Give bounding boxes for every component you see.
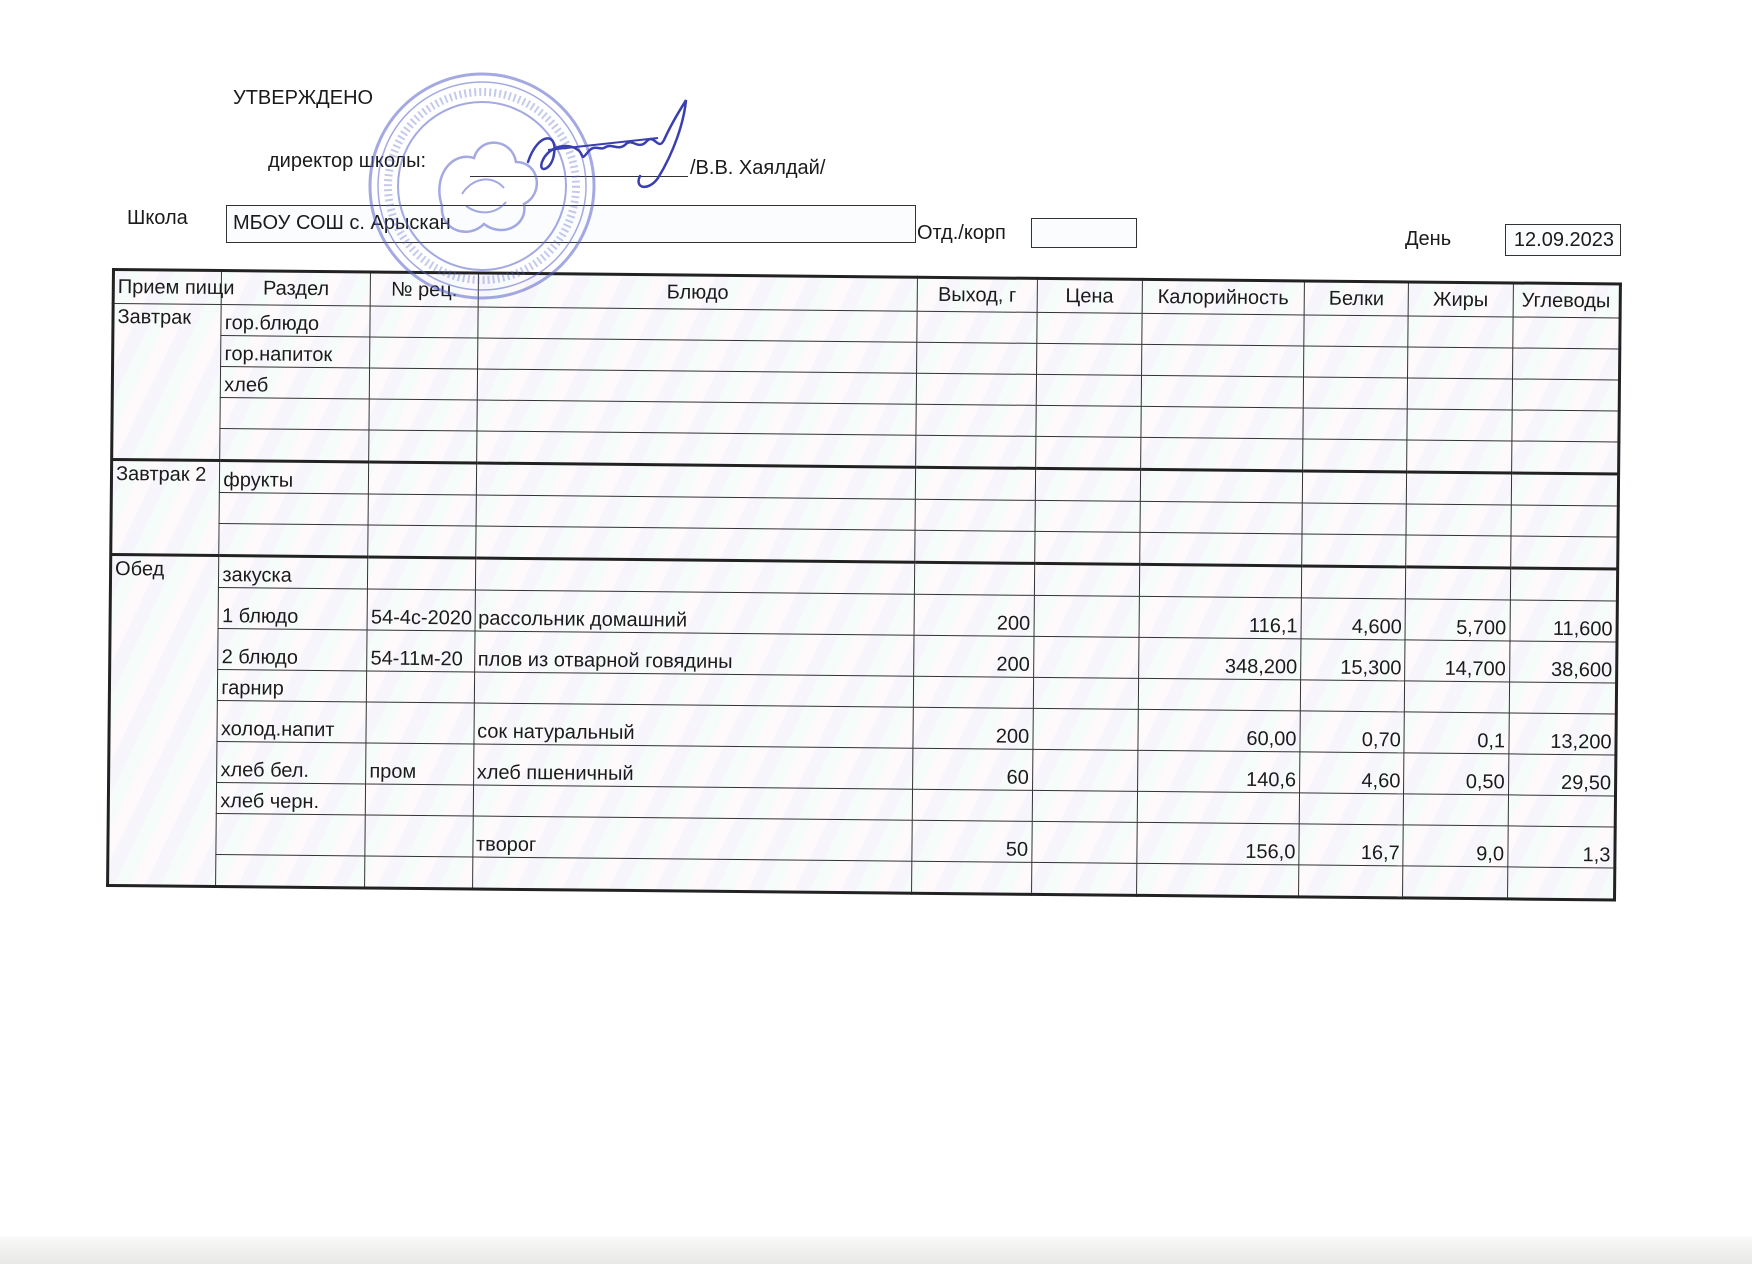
column-header: Цена — [1037, 278, 1143, 313]
table-cell — [1301, 566, 1406, 599]
column-header: Выход, г — [917, 277, 1037, 312]
table-cell: 14,700 — [1405, 640, 1510, 682]
table-cell: 13,200 — [1508, 713, 1616, 755]
table-cell: 2 блюдо — [218, 629, 367, 671]
table-cell — [1035, 500, 1141, 532]
table-cell — [369, 399, 477, 431]
column-header: Блюдо — [478, 273, 918, 311]
table-cell — [1033, 636, 1139, 678]
table-cell — [916, 373, 1036, 405]
dept-label: Отд./корп — [917, 222, 1006, 244]
table-cell — [1403, 794, 1508, 826]
table-cell: 116,1 — [1139, 596, 1301, 639]
table-cell — [1407, 378, 1512, 410]
table-cell — [1510, 536, 1618, 569]
column-header: Углеводы — [1513, 283, 1621, 318]
table-cell: 9,0 — [1403, 825, 1508, 867]
table-cell: 348,200 — [1139, 637, 1301, 680]
table-cell: 15,300 — [1301, 639, 1406, 681]
table-cell: творог — [472, 816, 912, 861]
table-cell — [1303, 346, 1408, 378]
table-cell: 0,50 — [1404, 753, 1509, 795]
table-cell — [1032, 790, 1138, 822]
table-cell — [1406, 535, 1511, 568]
meal-cell: Завтрак — [112, 304, 222, 461]
table-cell — [477, 369, 917, 404]
table-cell: пром — [366, 743, 474, 785]
table-cell: рассольник домашний — [475, 590, 915, 635]
school-name-field: МБОУ СОШ с. Арыскан — [226, 205, 916, 243]
table-cell — [1300, 680, 1405, 712]
day-label: День — [1405, 228, 1452, 250]
table-cell: 5,700 — [1405, 599, 1510, 641]
table-cell — [917, 342, 1037, 374]
menu-table — [106, 268, 1622, 901]
table-cell: холод.напит — [217, 701, 366, 743]
table-cell: 29,50 — [1508, 754, 1616, 796]
table-cell — [1408, 316, 1513, 348]
table-cell — [369, 368, 477, 400]
table-cell: 60,00 — [1138, 709, 1300, 752]
table-cell — [1032, 749, 1138, 791]
column-header: Белки — [1304, 281, 1409, 316]
table-cell — [1033, 677, 1139, 709]
school-label: Школа — [127, 207, 188, 229]
meal-cell: Завтрак 2 — [111, 460, 220, 556]
table-cell — [369, 462, 477, 495]
table-cell — [1036, 312, 1142, 344]
table-cell — [475, 526, 915, 562]
table-cell — [220, 429, 369, 462]
table-cell: 200 — [913, 707, 1033, 749]
table-cell — [1510, 568, 1618, 601]
table-cell — [476, 463, 916, 499]
table-cell — [365, 784, 473, 816]
table-cell: 4,600 — [1301, 598, 1406, 640]
table-cell — [916, 435, 1036, 468]
table-cell: плов из отварной говядины — [474, 631, 914, 676]
table-cell — [477, 307, 917, 342]
table-cell: 140,6 — [1137, 750, 1299, 793]
table-cell — [1302, 503, 1407, 535]
approved-heading: УТВЕРЖДЕНО — [233, 87, 374, 109]
table-cell — [216, 814, 365, 856]
table-cell — [1033, 708, 1139, 750]
table-cell — [912, 789, 1032, 821]
table-cell — [915, 499, 1035, 531]
column-header: Жиры — [1408, 282, 1513, 317]
table-cell — [1298, 865, 1403, 898]
table-cell: 54-11м-20 — [367, 630, 475, 672]
table-cell — [1508, 795, 1616, 827]
table-cell — [1511, 410, 1619, 442]
table-cell — [1142, 313, 1304, 346]
table-cell — [1403, 866, 1508, 899]
table-cell: 1 блюдо — [218, 588, 367, 630]
table-cell — [370, 306, 478, 338]
table-cell — [1407, 472, 1512, 505]
table-cell — [1140, 501, 1302, 534]
table-cell: хлеб бел. — [217, 742, 366, 784]
table-cell: 38,600 — [1509, 641, 1617, 683]
meal-cell: Обед — [108, 555, 220, 887]
table-cell: хлеб черн. — [217, 783, 366, 815]
table-cell — [1299, 793, 1404, 825]
table-cell: закуска — [219, 556, 368, 589]
table-cell — [219, 493, 368, 525]
table-cell — [477, 338, 917, 373]
table-cell — [1407, 409, 1512, 441]
table-cell — [1141, 344, 1303, 377]
table-cell: 200 — [914, 635, 1034, 677]
table-cell — [1406, 567, 1511, 600]
table-cell — [1140, 469, 1302, 503]
table-cell — [366, 702, 474, 744]
table-cell — [474, 672, 914, 707]
table-cell: гор.блюдо — [221, 305, 370, 337]
table-cell — [1141, 406, 1303, 439]
table-cell — [1141, 375, 1303, 408]
table-cell — [1031, 821, 1137, 863]
table-cell — [1302, 471, 1407, 504]
table-cell — [368, 557, 476, 590]
table-cell — [915, 530, 1035, 563]
column-header: Раздел — [222, 271, 371, 306]
table-cell — [220, 398, 369, 430]
table-cell — [1303, 377, 1408, 409]
table-cell — [1302, 534, 1407, 567]
column-header: № рец. — [370, 272, 478, 307]
table-cell — [1140, 532, 1302, 566]
table-cell — [1036, 374, 1142, 406]
table-cell — [1512, 348, 1620, 380]
table-cell: 11,600 — [1510, 600, 1618, 642]
table-cell — [1035, 436, 1141, 469]
table-cell — [1408, 347, 1513, 379]
director-signature — [508, 92, 708, 202]
table-cell — [1511, 473, 1619, 506]
table-cell: 0,70 — [1300, 711, 1405, 753]
table-cell — [916, 404, 1036, 436]
table-cell — [365, 856, 473, 889]
table-cell — [1512, 317, 1620, 349]
table-cell — [369, 430, 477, 463]
table-cell: 1,3 — [1507, 826, 1615, 868]
table-cell — [1138, 678, 1300, 711]
table-cell — [1036, 343, 1142, 375]
table-cell — [216, 855, 365, 888]
table-cell — [1035, 468, 1141, 501]
table-cell — [1304, 315, 1409, 347]
table-cell — [1507, 867, 1615, 900]
table-cell: гор.напиток — [221, 336, 370, 368]
table-cell: 156,0 — [1137, 822, 1299, 865]
table-cell: 54-4с-2020 — [367, 589, 475, 631]
table-cell: 200 — [914, 594, 1034, 636]
dept-field — [1031, 218, 1137, 248]
table-cell — [915, 562, 1035, 595]
table-cell — [476, 495, 916, 530]
table-cell — [472, 857, 912, 893]
table-cell — [917, 311, 1037, 343]
director-label: директор школы: — [268, 150, 427, 172]
table-cell — [1139, 564, 1301, 598]
table-cell — [1303, 439, 1408, 472]
table-cell — [1303, 408, 1408, 440]
table-cell — [1512, 379, 1620, 411]
table-cell: гарнир — [218, 670, 367, 702]
table-cell: 60 — [913, 748, 1033, 790]
table-cell — [1136, 863, 1298, 897]
table-cell: 50 — [912, 820, 1032, 862]
table-cell — [1141, 437, 1303, 471]
column-header: Прием пищи — [113, 270, 222, 305]
table-cell: 16,7 — [1299, 824, 1404, 866]
table-cell — [477, 400, 917, 435]
table-cell: 4,60 — [1299, 752, 1404, 794]
table-cell — [473, 785, 913, 820]
table-cell — [1406, 504, 1511, 536]
table-cell: сок натуральный — [474, 703, 914, 748]
table-cell — [1036, 405, 1142, 437]
table-cell — [365, 815, 473, 857]
table-cell — [912, 861, 1032, 894]
date-field: 12.09.2023 — [1505, 224, 1621, 256]
table-cell — [370, 337, 478, 369]
table-cell — [475, 558, 915, 594]
table-cell: 0,1 — [1404, 712, 1509, 754]
column-header: Калорийность — [1142, 279, 1304, 315]
table-cell — [1034, 531, 1140, 564]
table-cell — [1031, 862, 1137, 895]
table-cell: фрукты — [220, 461, 369, 494]
table-cell — [368, 525, 476, 558]
table-cell — [476, 431, 916, 467]
table-cell — [219, 524, 368, 557]
table-cell — [367, 671, 475, 703]
table-cell — [1509, 682, 1617, 714]
director-name: /В.В. Хаялдай/ — [690, 157, 826, 179]
page-bottom-shadow — [0, 1236, 1752, 1264]
table-cell — [1511, 505, 1619, 537]
table-cell — [1034, 563, 1140, 596]
table-cell — [915, 467, 1035, 500]
table-cell — [1511, 441, 1619, 474]
table-cell — [1405, 681, 1510, 713]
table-cell — [1407, 440, 1512, 473]
table-cell — [1034, 595, 1140, 637]
table-cell — [1137, 791, 1299, 824]
table-cell — [368, 494, 476, 526]
table-cell: хлеб пшеничный — [473, 744, 913, 789]
table-cell: хлеб — [221, 367, 370, 399]
table-cell — [913, 676, 1033, 708]
